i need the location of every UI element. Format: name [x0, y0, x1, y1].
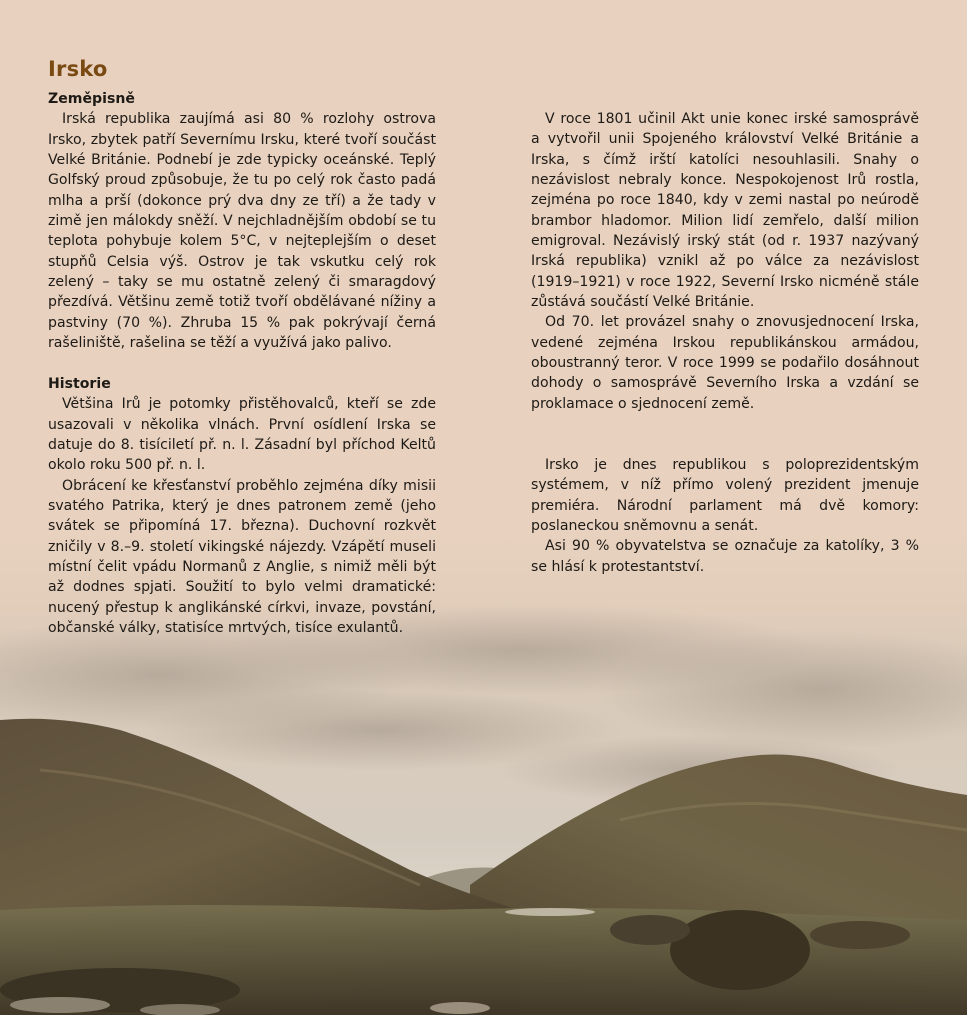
left-column: [48, 89, 436, 638]
geography-paragraph: Irská republika zaujímá asi 80 % rozlohy ostrova Irsko, zbytek patří Severnímu Irsku, které tvoří součást Velké Británie. Podnebí je zde typicky oceánské. Teplý Golfský proud způsobuje, že tu po celý rok často padá mlha a prší (dokonce prý dva dny ze tří) a že tady v zimě jen málokdy sněží. V nejchladnějším období se tu teplota pohybuje kolem 5°C, v nejteplejším o deset stupňů Celsia výš. Ostrov je tak vskutku celý rok zelený – taky se mu ostatně zelený či smaragdový přezdívá. Většinu země totiž tvoří obdělávané nížiny a pastviny (70 %). Zhruba 15 % pak pokrývají černá rašeliniště, rašelina se těží a využívá jako palivo.: [48, 111, 436, 352]
history-paragraph-4: Od 70. let provázel snahy o znovusjednocení Irska, vedené zejména Irskou republikánskou armádou, oboustranný teror. V roce 1999 se podařilo dosáhnout dohody o samosprávě Severního Irska a vzdání se proklamace o sjednocení země.: [531, 314, 919, 412]
politics-paragraph: Irsko je dnes republikou s poloprezidentským systémem, v níž přímo volený prezident jmenuje premiéra. Národní parlament má dvě komory: poslaneckou sněmovnu a senát.: [531, 456, 919, 534]
history-paragraph-3: V roce 1801 učinil Akt unie konec irské samosprávě a vytvořil unii Spojeného království Velké Británie a Irska, s čímž irští katolíci nesouhlasili. Snahy o nezávislost nebraly konce. Nespokojenost Irů rostla, zejména po roce 1840, kdy v zemi nastal po neúrodě brambor hladomor. Milion lidí zemřelo, další milion emigroval. Nezávislý irský stát (od r. 1937 nazývaný Irská republika) vznikl až po válce za nezávislost (1919–1921) v roce 1922, Severní Irsko nicméně stále zůstává součástí Velké Británie.: [531, 111, 919, 311]
religion-paragraph: Asi 90 % obyvatelstva se označuje za katolíky, 3 % se hlásí k protestantství.: [531, 538, 919, 575]
history-heading: Historie: [48, 375, 111, 392]
history-paragraph-2: Obrácení ke křesťanství proběhlo zejména díky misii svatého Patrika, který je dnes patronem země (jeho svátek se připomíná 17. března). Duchovní rozkvět zničily v 8.–9. století vikingské nájezdy. Vzápětí museli místní čelit vpádu Normanů z Anglie, s nimiž měli být až dodnes spjati. Soužití to bylo velmi dramatické: nucený přestup k anglikánské církvi, invaze, povstání, občanské války, statisíce mrtvých, tisíce exulantů.: [48, 477, 436, 636]
article-title: Irsko: [48, 57, 108, 81]
right-column: [531, 109, 919, 577]
geography-heading: Zeměpisně: [48, 91, 135, 107]
history-paragraph-1: Většina Irů je potomky přistěhovalců, kteří se zde usazovali v několika vlnách. První osídlení Irska se datuje do 8. tisíciletí př. n. l. Zásadní byl příchod Keltů okolo roku 500 př. n. l.: [48, 396, 436, 474]
irish-valley-photo: [0, 580, 967, 1015]
